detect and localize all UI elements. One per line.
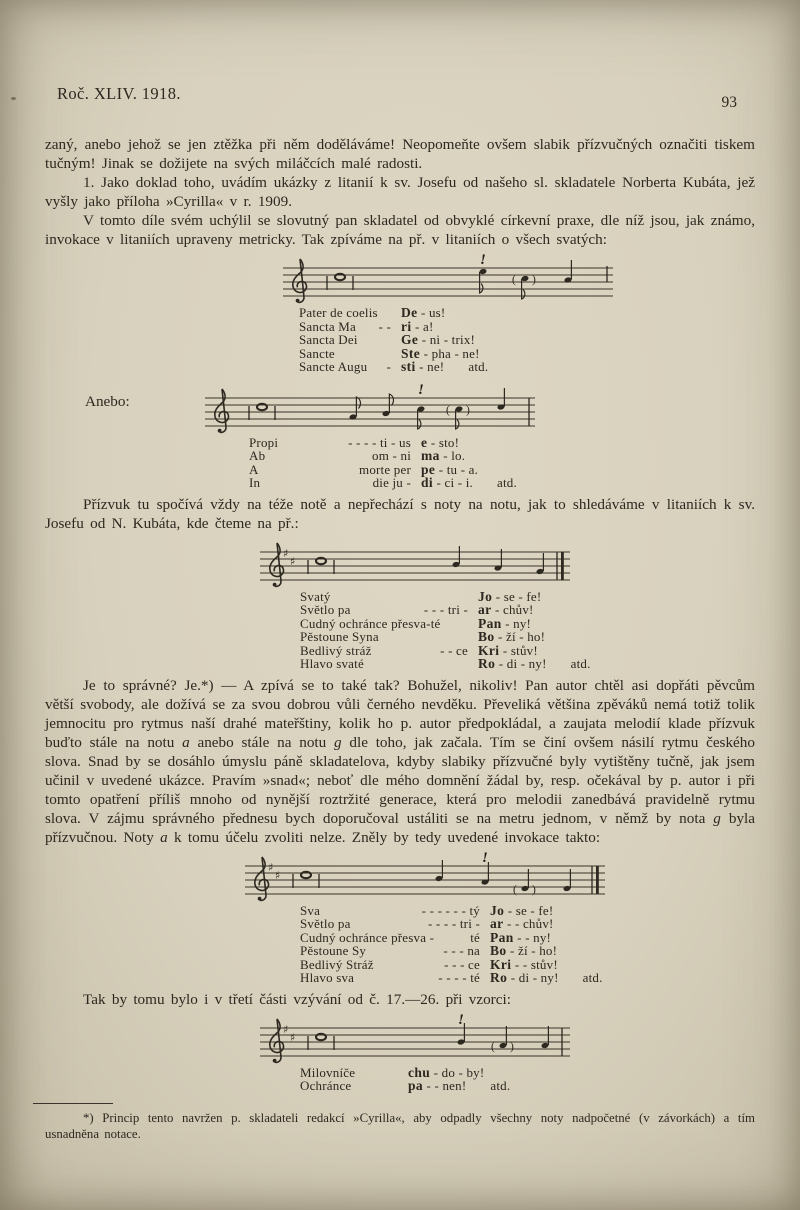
atd-label: atd. <box>582 970 603 985</box>
lyric-line <box>299 347 613 361</box>
text-segment: - di - ny! <box>507 970 559 985</box>
page-number: 93 <box>721 94 737 111</box>
lyric-words <box>300 1079 408 1093</box>
staff-svg-5 <box>260 1014 570 1066</box>
key-signature-sharp: ♯ <box>283 546 289 560</box>
quarter-note <box>452 546 460 568</box>
quarter-note <box>541 1026 549 1049</box>
page-header <box>45 84 755 112</box>
lyric-fill: - - - tri - <box>423 602 468 617</box>
accent-syllable: Pan <box>478 615 502 631</box>
text-segment: - ny! <box>501 615 532 631</box>
lyric-line <box>299 333 613 347</box>
staff-svg-3 <box>260 538 570 590</box>
lyric-syllables <box>490 970 603 985</box>
accent-syllable: Ge <box>401 332 419 347</box>
paragraph-2: 1. Jako doklad toho, uvádím ukázky z litanií k sv. Josefu od našeho sl. skladatele Norberta Kubáta, jež vyšly jako příloha »Cyrilla« v r. 1909. <box>45 174 755 210</box>
accent-syllable: sti <box>401 359 416 374</box>
quarter-note <box>536 553 544 575</box>
lyric-left: Pěstoune Sy <box>300 943 367 958</box>
lyric-words <box>299 360 401 374</box>
lyric-line <box>300 644 591 658</box>
svg-text:): ) <box>466 404 470 416</box>
lyric-left: Sva <box>300 902 321 918</box>
accent-syllable: di <box>421 475 434 490</box>
staff-lines <box>260 1028 570 1056</box>
accent-syllable: Jo <box>490 902 505 918</box>
accent-syllable: ri <box>401 318 412 334</box>
atd-label: atd. <box>490 1078 511 1093</box>
lyric-fill: - - - - té <box>438 970 480 985</box>
svg-text:(: ( <box>513 883 517 896</box>
text-segment: - pha - ne! <box>420 345 480 361</box>
key-signature-sharp: ♯ <box>290 554 296 568</box>
svg-text:(: ( <box>491 1040 495 1053</box>
lyric-words <box>300 590 478 604</box>
lyric-left: Cudný ochránce přesva - <box>300 929 435 945</box>
parenthesized-note <box>512 274 536 299</box>
lyric-left: Pěstoune Syna <box>300 629 379 644</box>
key-signature <box>268 861 280 882</box>
lyric-left: Ab <box>249 448 266 463</box>
lyric-line <box>300 971 605 985</box>
key-signature-sharp: ♯ <box>283 1022 289 1036</box>
lyric-line <box>300 590 591 604</box>
text-segment: - - stův! <box>511 956 558 972</box>
lyric-syllables <box>421 475 517 490</box>
key-signature <box>283 1023 295 1044</box>
example-5-wrapper <box>45 1014 755 1093</box>
lyric-words <box>299 306 401 320</box>
text-segment: k tomu účelu zvoliti nelze. Zněly by tedy uvedené invokace takto: <box>167 828 601 846</box>
accent-syllable: De <box>401 305 418 320</box>
accent-syllable: ar <box>490 916 504 931</box>
lyric-line <box>249 463 535 477</box>
lyric-fill: - <box>386 359 391 374</box>
staff-svg-1 <box>283 254 613 306</box>
lyric-line <box>300 657 591 671</box>
accent-syllable: Kri <box>490 956 512 972</box>
lyric-line <box>300 944 605 958</box>
music-example-3 <box>260 538 591 671</box>
lyric-left: Bedlivý Stráž <box>300 956 374 972</box>
lyric-left: Svatý <box>300 588 331 604</box>
lyric-left: Propi <box>249 434 279 450</box>
text-segment: - tu - a. <box>435 461 479 477</box>
lyric-line <box>300 904 605 918</box>
lyric-words <box>249 476 421 490</box>
text-segment: - ne! <box>415 359 445 374</box>
paragraph-4: Přízvuk tu spočívá vždy na téže notě a nepřechází s noty na notu, jak to shledáváme v litaniích k sv. Josefu od N. Kubáta, kde čteme na př.: <box>45 495 755 532</box>
volume-label: Roč. XLIV. 1918. <box>57 84 181 103</box>
lyric-left: Sancte Augu <box>299 359 368 374</box>
text-segment: dle toho, jak začala. Tím se činí ovšem násilí rytmu českého slova. Snad by se dosáhlo úmyslu páně skladatelova, kdyby slabiky přízvučné byly vytištěny tučně, jak jsem učinil v uvedené ukázce. Pravím »snad«; neboť dle mého domnění žádal by, resp. očekával by p. autor i při tomto opatření příliš mnoho od nynější roztržité generace, která pro melodii zanedbává pravidelně rytmu slova. V zájmu správného přednesu bych doporučoval ustáliti se na metru jednom, v němž by nota <box>45 733 755 827</box>
text-segment: - - chův! <box>503 916 554 931</box>
lyric-words <box>300 944 490 958</box>
accent-mark: ! <box>482 851 488 866</box>
lyric-line <box>300 603 591 617</box>
lyric-words <box>300 644 478 658</box>
italic-note-name: g <box>713 809 721 827</box>
lyric-words <box>300 958 490 972</box>
italic-note-name: a <box>160 828 168 846</box>
lyric-words <box>299 320 401 334</box>
eighth-note <box>349 397 361 420</box>
accent-syllable: Ro <box>490 970 508 985</box>
lyric-words <box>300 971 490 985</box>
svg-text:): ) <box>532 274 536 286</box>
lyric-syllables <box>408 1078 510 1093</box>
lyrics-block-5 <box>300 1066 570 1093</box>
svg-text:): ) <box>532 883 536 896</box>
text-segment: - lo. <box>439 448 466 463</box>
lyric-fill: morte per <box>359 461 411 477</box>
text-segment: - se - fe! <box>504 902 554 918</box>
lyric-fill: - - - na <box>443 943 480 958</box>
lyrics-block-4 <box>300 904 605 985</box>
accent-syllable: ma <box>421 448 440 463</box>
footnote-text: *) Princip tento navržen p. skladateli redakcí »Cyrilla«, aby odpadly všechny noty nadpočetné (v závorkách) a tím usnadněna notace. <box>45 1111 755 1141</box>
key-signature <box>283 547 295 568</box>
lyric-left: Cudný ochránce přesva-té <box>300 615 441 631</box>
paragraph-6: Tak by tomu bylo i v třetí části vzývání od č. 17.—26. při vzorci: <box>83 990 511 1008</box>
staff-svg-2 <box>205 384 535 436</box>
lyric-left: Sancte <box>299 345 335 361</box>
accent-syllable: Kri <box>478 642 500 658</box>
lyric-line <box>300 958 605 972</box>
svg-text:(: ( <box>446 404 450 416</box>
text-segment: - - ny! <box>513 929 552 945</box>
accent-syllable: chu <box>408 1064 431 1080</box>
key-signature-sharp: ♯ <box>290 1030 296 1044</box>
accent-syllable: pe <box>421 461 436 477</box>
accent-mark: ! <box>480 254 486 268</box>
text-segment: - a! <box>411 318 434 334</box>
staff-lines <box>260 552 570 580</box>
lyric-words <box>249 463 421 477</box>
lyric-left: In <box>249 475 261 490</box>
lyric-line <box>300 931 605 945</box>
lyric-words <box>300 603 478 617</box>
text-segment: anebo stále na notu <box>189 733 335 751</box>
lyric-line <box>300 917 605 931</box>
lyric-words <box>300 657 478 671</box>
text-segment: - ci - i. <box>433 475 473 490</box>
svg-text:(: ( <box>512 274 516 286</box>
staff-lines <box>205 398 535 426</box>
accent-syllable: Ro <box>478 656 496 671</box>
lyrics-block-3 <box>300 590 591 671</box>
lyric-left: Pater de coelis <box>299 305 378 320</box>
lyric-line <box>299 360 613 374</box>
lyric-words <box>300 917 490 931</box>
atd-label: atd. <box>496 475 517 490</box>
lyric-fill: die ju - <box>372 475 411 490</box>
text-segment: Je to správné? Je.*) — A zpívá se to také tak? Bohužel, nikoliv! Pan autor chtěl asi dopřáti pěvcům větší svobody, ale dožívá se za svou dobrou vůli černého nevděku. Převeliká většina zpěváků nemá totiž tolik jemnocitu pro rytmus naší drahé mateřštiny, kolik ho p. autor předpokládal, a zaujata melodií klade přízvuk buďto stále na notu <box>45 676 755 751</box>
music-example-1 <box>283 254 613 374</box>
lyric-syllables <box>401 359 488 374</box>
lyric-left: Sancta Dei <box>299 332 358 347</box>
lyrics-block-2 <box>249 436 535 490</box>
lyric-left: Bedlivý stráž <box>300 642 372 658</box>
lyric-left: Hlavo svaté <box>300 656 364 671</box>
music-example-2 <box>205 384 535 490</box>
key-signature-sharp: ♯ <box>275 868 281 882</box>
accent-syllable: Bo <box>478 629 495 644</box>
lyric-line <box>300 617 591 631</box>
text-segment: - do - by! <box>430 1064 485 1080</box>
accent-syllable: e <box>421 434 428 450</box>
lyric-left: Ochránce <box>300 1078 352 1093</box>
text-segment: - se - fe! <box>492 588 542 604</box>
lyric-words <box>300 617 478 631</box>
lyric-line <box>300 630 591 644</box>
lyric-fill: - - - - tri - <box>427 916 480 931</box>
lyric-line <box>300 1066 570 1080</box>
quarter-note <box>497 388 505 410</box>
text-segment: - di - ny! <box>495 656 547 671</box>
lyric-line <box>249 449 535 463</box>
quarter-note <box>435 860 443 882</box>
lyric-left: Světlo pa <box>300 916 351 931</box>
parenthesized-note <box>446 404 470 429</box>
lyric-fill: - - - - - - tý <box>421 902 480 918</box>
text-segment: - us! <box>417 305 446 320</box>
staff-lines <box>245 866 605 894</box>
lyric-fill: - - ce <box>440 642 468 658</box>
atd-label: atd. <box>468 359 489 374</box>
text-segment: - ží - ho! <box>506 943 558 958</box>
lyric-fill: - - - ce <box>444 956 480 972</box>
lyric-words <box>300 931 490 945</box>
text-segment: - stův! <box>499 642 538 658</box>
key-signature-sharp: ♯ <box>268 860 274 874</box>
text-segment: byla přízvučnou. Noty <box>45 809 755 846</box>
quarter-note <box>564 260 572 283</box>
accented-note <box>417 405 425 428</box>
lyric-line <box>249 436 535 450</box>
text-segment: - chův! <box>491 602 534 617</box>
music-example-5 <box>260 1014 570 1093</box>
accent-syllable: Pan <box>490 929 514 945</box>
paragraph-5 <box>45 676 755 847</box>
footnote-rule <box>33 1103 113 1105</box>
text-segment: - sto! <box>427 434 460 450</box>
lyric-line <box>300 1079 570 1093</box>
italic-note-name: g <box>334 733 342 751</box>
lyric-words <box>300 904 490 918</box>
accent-mark: ! <box>418 383 424 398</box>
lyric-line <box>299 320 613 334</box>
accent-syllable: ar <box>478 602 492 617</box>
text-segment: - - nen! <box>423 1078 467 1093</box>
footnote-area <box>45 1103 755 1143</box>
lyric-words <box>299 333 401 347</box>
lyric-left: A <box>249 461 259 477</box>
accent-syllable: Jo <box>478 588 493 604</box>
lyric-words <box>300 1066 408 1080</box>
italic-note-name: a <box>182 733 190 751</box>
staff-lines <box>283 268 613 296</box>
paragraph-1: zaný, anebo jehož se jen ztěžka při něm doděláváme! Neopomeňte ovšem slabik přízvučných označiti tiskem tučným! Jinak se dožijete na svých miláčcích malé radosti. <box>45 136 755 172</box>
lyric-fill: - - <box>378 318 391 334</box>
lyrics-block-1 <box>299 306 613 374</box>
accent-mark: ! <box>458 1013 464 1028</box>
lyric-left: Sancta Ma <box>299 318 357 334</box>
accent-syllable: pa <box>408 1078 424 1093</box>
text-segment: - ni - trix! <box>418 332 476 347</box>
accent-syllable: Ste <box>401 345 421 361</box>
lyric-words <box>249 436 421 450</box>
lyric-left: Milovníče <box>300 1064 356 1080</box>
anebo-row <box>45 379 755 495</box>
accent-syllable: Bo <box>490 943 507 958</box>
music-example-4 <box>245 852 605 985</box>
lyric-left: Hlavo sva <box>300 970 355 985</box>
lyric-syllables <box>478 656 591 671</box>
lyric-words <box>249 449 421 463</box>
text-segment: - ží - ho! <box>494 629 546 644</box>
lyric-fill: - - - - ti - us <box>348 434 411 450</box>
lyric-fill: té <box>470 929 480 945</box>
lyric-words <box>300 630 478 644</box>
paragraph-3: V tomto díle svém uchýlil se slovutný pan skladatel od obvyklé církevní praxe, dle níž jsou, jak známo, invokace v litaniích upraveny metricky. Tak zpíváme na př. v litaniích o všech svatých: <box>45 212 755 248</box>
lyric-words <box>299 347 401 361</box>
staff-svg-4 <box>245 852 605 904</box>
lyric-left: Světlo pa <box>300 602 351 617</box>
lyric-line <box>299 306 613 320</box>
atd-label: atd. <box>570 656 591 671</box>
anebo-label: Anebo: <box>85 392 130 410</box>
scan-artifact-dot <box>11 97 16 100</box>
svg-text:): ) <box>510 1040 514 1053</box>
lyric-line <box>249 476 535 490</box>
lyric-fill: om - ni <box>372 448 411 463</box>
